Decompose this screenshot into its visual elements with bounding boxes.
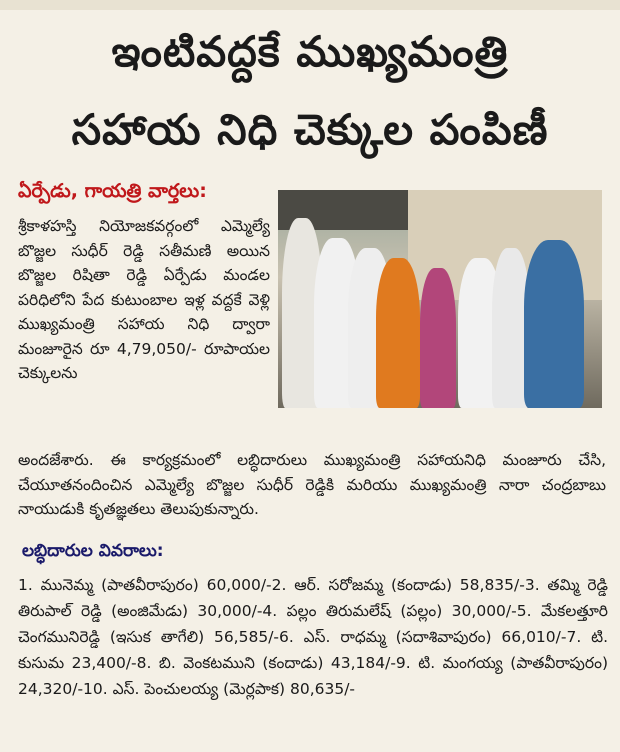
news-photo <box>278 190 602 408</box>
byline: ఏర్పేడు, గాయత్రి వార్తలు: <box>18 180 207 202</box>
headline-line-1: ఇంటివద్దకే ముఖ్యమంత్రి <box>111 27 509 76</box>
article-paragraph-full: అందజేశారు. ఈ కార్యక్రమంలో లబ్ధిదారులు ముఖ్యమంత్రి సహాయనిధి మంజూరు చేసి, చేయూతనందించిన ఎమ్మెల్యే బొజ్జల సుధీర్ రెడ్డికి మరియు ముఖ్యమంత్రి నారా చంద్రబాబు నాయుడుకి కృతజ్ఞతలు తెలుపుకున్నారు. <box>18 451 606 518</box>
cut-off-text-strip <box>0 0 620 10</box>
headline-line-2: సహాయ నిధి చెక్కుల పంపిణీ <box>71 105 549 154</box>
photo-person <box>376 258 420 408</box>
beneficiaries-list: 1. మునెమ్మ (పాతవీరాపురం) 60,000/-2. ఆర్. సరోజమ్మ (కందాడు) 58,835/-3. తమ్మి రెడ్డి తిరుపాల్ రెడ్డి (అంజిమేడు) 30,000/-4. పల్లం తిరుమలేష్ (పల్లం) 30,000/-5. మేకలత్తూరి చెంగమునిరెడ్డి (ఇసుక తాగేలి) 56,585/-6. ఎస్. రాధమ్మ (సదాశివాపురం) 66,010/-7. టి. కుసుమ 23,400/-8. బి. వెంకటముని (కందాడు) 43,184/-9. టి. మంగయ్య (పాతవీరాపురం) 24,320/-10. ఎస్. పెంచులయ్య (మెర్లపాక) 80,635/- <box>18 576 608 698</box>
article-paragraph-left: శ్రీకాళహస్తి నియోజకవర్గంలో ఎమ్మెల్యే బొజ్జల సుధీర్ రెడ్డి సతీమణి అయిన బొజ్జల రిషితా రెడ్డి ఏర్పేడు మండల పరిధిలోని పేద కుటుంబాల ఇళ్ల వద్దకే వెళ్లి ముఖ్యమంత్రి సహాయ నిధి ద్వారా మంజూరైన రూ 4,79,050/- రూపాయల చెక్కులను <box>18 217 270 382</box>
photo-person <box>420 268 456 408</box>
beneficiaries-heading: లబ్ధిదారుల వివరాలు: <box>22 541 164 561</box>
photo-person <box>524 240 584 408</box>
